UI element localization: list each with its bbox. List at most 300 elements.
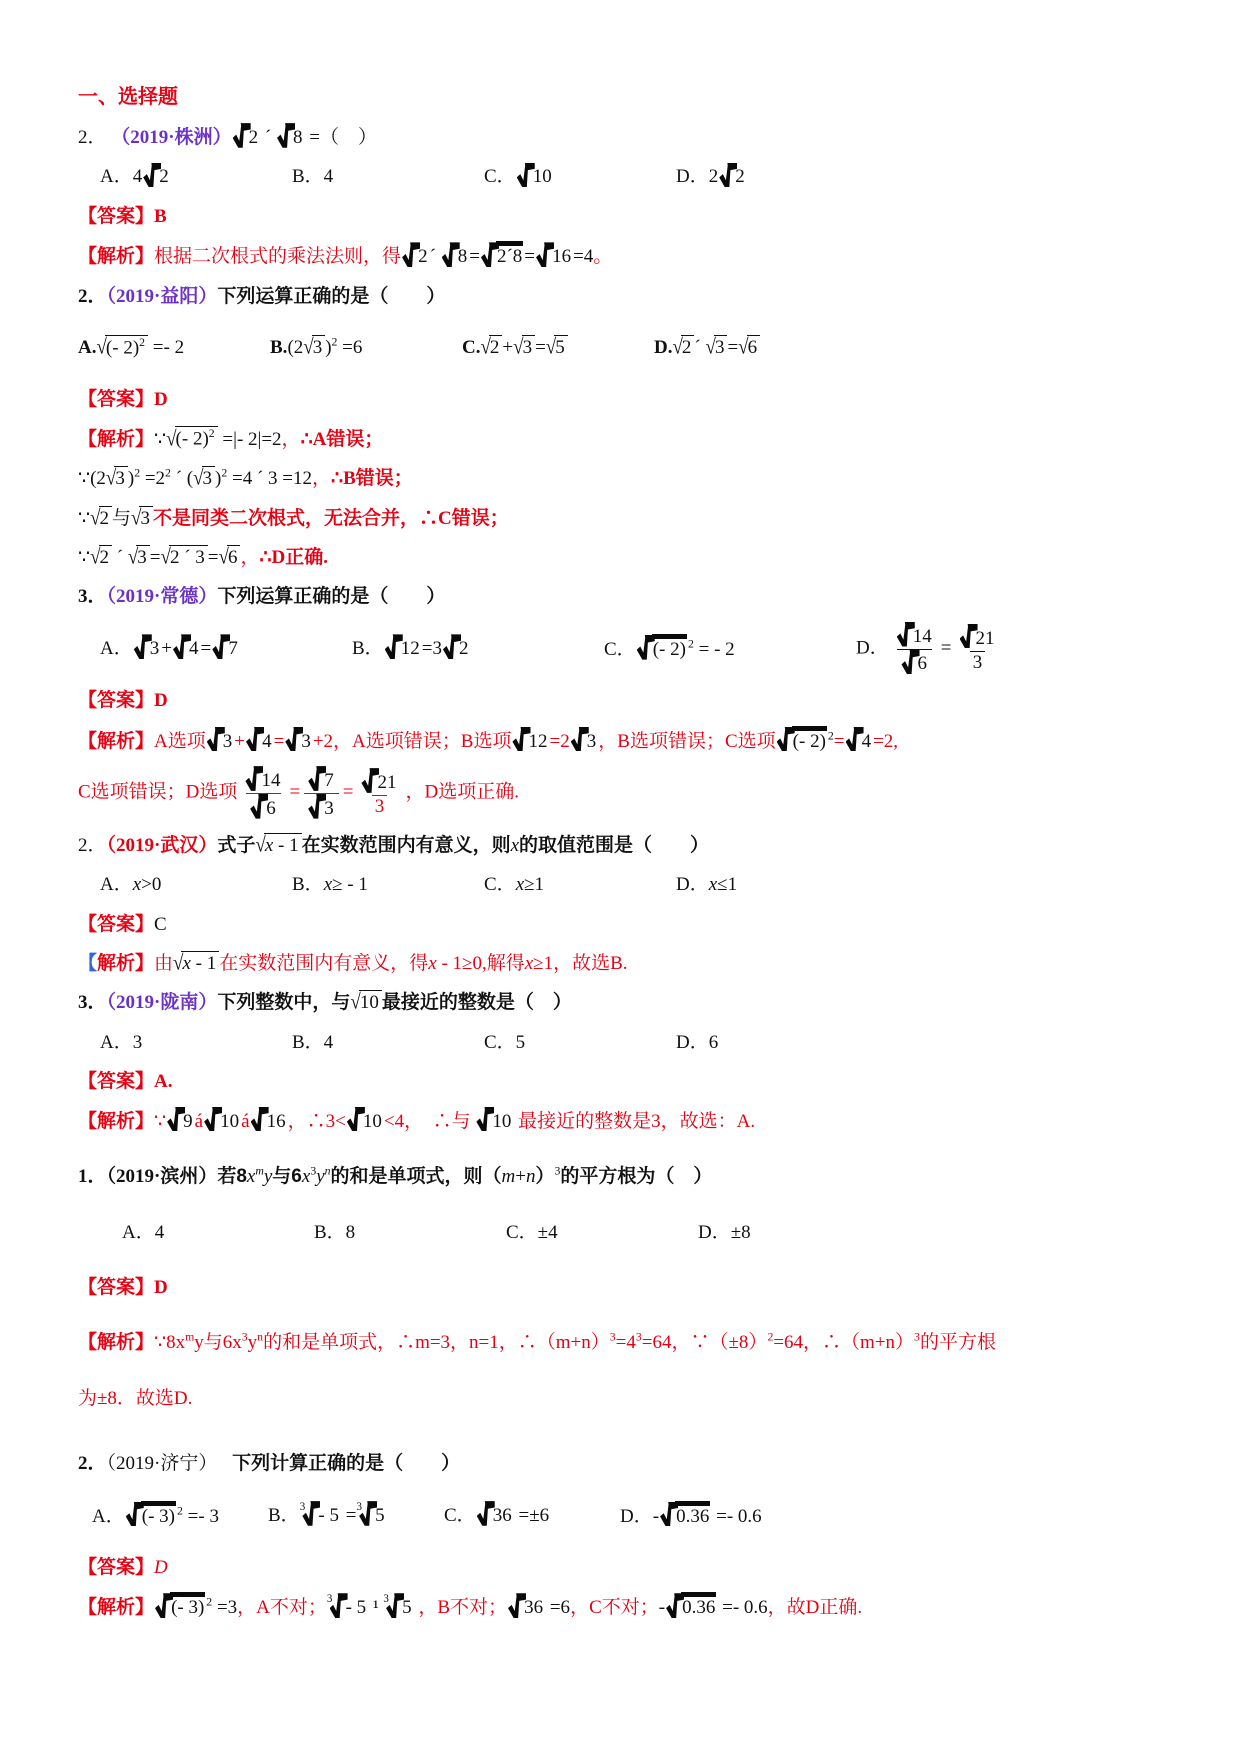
text-run: 3． — [78, 586, 107, 608]
corrupted-sqrt-expression — [246, 727, 273, 756]
radical-icon: √ — [303, 336, 314, 360]
text-run: 下列计算正确的是（ ） — [207, 1453, 461, 1475]
text-run: =2 — [549, 730, 570, 752]
sqrt-expression — [513, 333, 535, 362]
radicand-text: 8 — [293, 127, 303, 148]
superscript: 3 — [554, 1164, 561, 1178]
corrupted-sqrt-expression — [517, 162, 553, 191]
radicand-text: - 5 — [345, 1597, 367, 1619]
answer-line — [78, 686, 1183, 715]
question-stem — [78, 831, 1183, 860]
text-run: ∴A错误； — [300, 428, 384, 450]
text-run: 3 — [356, 1501, 362, 1514]
text-run: 【解析】 — [78, 730, 155, 752]
text-run: ) — [127, 468, 135, 490]
text-run: =（ ） — [304, 127, 377, 148]
answer-line — [78, 1273, 1183, 1302]
vinculum-content: 3 — [312, 335, 326, 360]
option — [292, 870, 484, 899]
text-run: D．±8 — [698, 1221, 751, 1243]
radicand-text: 6 — [266, 797, 276, 819]
superscript: 2 — [221, 466, 228, 480]
text-run: （2019·益阳） — [106, 285, 218, 307]
text-run: 的和是单项式，则（ — [330, 1166, 502, 1188]
radicand-text: - 5 — [318, 1505, 339, 1527]
text-run: 下列整数中，与 — [217, 992, 351, 1014]
corrupted-sqrt-expression — [173, 634, 200, 663]
radicand-text: 3 — [324, 797, 334, 819]
text-run: 最接近的整数是3，故选：A. — [513, 1110, 756, 1132]
text-run: ∴D正确. — [259, 546, 329, 568]
option — [78, 333, 270, 362]
text-run: C．5 — [484, 1031, 526, 1053]
corrupted-sqrt-expression — [143, 162, 170, 191]
text-run: = — [940, 637, 952, 659]
text-run: 与6 — [272, 1166, 302, 1188]
text-run: 【解析】 — [78, 1110, 155, 1132]
corrupted-sqrt-expression — [443, 634, 470, 663]
text-run: A．4 — [100, 166, 143, 188]
sqrt-expression — [96, 333, 148, 362]
vinculum-content: 2 ´ 3 — [169, 545, 208, 570]
fraction-denominator — [372, 795, 388, 819]
text-run: 为±8．故选D. — [78, 1387, 193, 1409]
text-run: ) — [325, 337, 332, 359]
radicand-text: 16 — [552, 246, 572, 268]
radicand-text: 14 — [912, 625, 932, 647]
text-run: 若8 — [217, 1166, 247, 1188]
text-run: D — [154, 1556, 168, 1578]
text-run: 【解析】 — [78, 246, 155, 268]
fraction-numerator — [241, 766, 285, 793]
text-run: = - 2 — [693, 638, 735, 660]
text-run: ´ — [260, 127, 276, 148]
superscript: 2 — [687, 637, 694, 651]
vinculum-content — [175, 426, 218, 451]
answer-line — [78, 1067, 1183, 1096]
superscript: 3 — [241, 1331, 248, 1345]
question-block — [78, 988, 1183, 1136]
corrupted-sqrt-expression — [536, 242, 572, 271]
text-run: 3 — [374, 795, 385, 817]
corrupted-sqrt-expression — [359, 1501, 386, 1530]
option — [100, 634, 352, 663]
radicand-text: 3 — [149, 638, 160, 660]
text-run: 由 — [154, 952, 174, 974]
text-run: = — [273, 730, 285, 752]
text-run: ¹ — [368, 1597, 384, 1619]
superscript: 2 — [177, 1504, 183, 1518]
text-run: + — [515, 1166, 526, 1188]
text-run: 不是同类二次根式，无法合并， — [152, 507, 419, 529]
radicand-text: 9 — [183, 1110, 193, 1132]
text-run: 【答案】A. — [78, 1071, 173, 1093]
text-run: ´ — [429, 246, 441, 268]
text-run: +2，A选项错误；B选项 — [312, 730, 512, 752]
superscript: 3 — [609, 1331, 616, 1345]
question-block — [78, 831, 1183, 979]
text-run: C选项错误；D选项 — [78, 781, 238, 803]
radicand-text: 6 — [917, 653, 928, 675]
corrupted-sqrt-expression — [212, 634, 239, 663]
text-run: 3 — [383, 1592, 389, 1605]
fraction-numerator — [956, 624, 1000, 651]
option — [100, 1028, 292, 1057]
question-stem — [78, 123, 1183, 152]
option — [92, 1501, 268, 1531]
corrupted-sqrt-expression — [245, 766, 281, 793]
text-run: = — [342, 781, 354, 803]
question-block — [78, 123, 1183, 272]
radical-icon: √ — [160, 545, 171, 570]
analysis-line — [78, 504, 1183, 533]
text-run: B． — [268, 1505, 300, 1527]
analysis-line — [78, 1328, 1183, 1357]
text-run: =±6 — [513, 1505, 550, 1527]
text-run: - 1 — [190, 952, 217, 974]
sqrt-expression — [128, 543, 150, 572]
sqrt-expression — [480, 333, 502, 362]
text-run: B． — [352, 638, 384, 660]
option — [620, 1501, 796, 1531]
text-run: 【答案】 — [78, 1556, 155, 1578]
radical-icon: √ — [96, 336, 107, 360]
text-run: =2 — [140, 468, 166, 490]
corrupted-sqrt-expression — [512, 727, 548, 756]
text-run: x — [246, 1166, 256, 1188]
vinculum-content — [181, 951, 219, 976]
text-run: C. — [462, 337, 481, 359]
text-run: ≥ - 1 — [332, 874, 368, 896]
text-run: =- 3 — [182, 1505, 219, 1527]
vinculum-content: 3 — [714, 335, 728, 360]
radicand-text: 2 — [735, 166, 745, 188]
text-run: ´ — [112, 546, 128, 568]
text-run: = — [289, 781, 301, 803]
corrupted-sqrt-expression — [277, 123, 304, 152]
text-run: 【答案】D — [78, 690, 168, 712]
text-run: C． — [604, 638, 636, 660]
text-run: A． — [100, 638, 133, 660]
text-run: ，B选项错误；C选项 — [598, 730, 776, 752]
radicand-text: 4 — [861, 730, 872, 752]
text-run: ， — [281, 428, 301, 450]
radical-icon: √ — [255, 833, 266, 857]
text-run: ∵ — [78, 546, 91, 568]
text-run: C．±4 — [506, 1221, 558, 1243]
text-run: C． — [484, 874, 516, 896]
vinculum-content: 3 — [114, 466, 128, 491]
text-run: >0 — [141, 874, 162, 896]
text-run: 根据二次根式的乘法法则，得 — [154, 246, 402, 268]
text-run: 的取值范围是（ ） — [519, 834, 710, 856]
analysis-line — [78, 1107, 1183, 1136]
radical-icon: √ — [705, 336, 716, 360]
corrupted-sqrt-expression — [719, 162, 746, 191]
sqrt-expression — [131, 504, 153, 533]
text-run: C — [154, 913, 167, 935]
radicand-text: 16 — [266, 1110, 286, 1132]
radical-icon: √ — [672, 336, 683, 360]
question-stem — [78, 1162, 1183, 1191]
text-run: = — [833, 730, 845, 752]
text-run: （2019·株洲） — [111, 127, 232, 148]
vinculum-content — [264, 833, 302, 858]
text-run: B．4 — [292, 1031, 334, 1053]
analysis-line — [78, 241, 1183, 271]
text-run: （2019·常德） — [106, 586, 218, 608]
text-run: =3 — [421, 638, 442, 660]
corrupted-sqrt-expression — [126, 1501, 176, 1531]
superscript: 2 — [208, 427, 215, 441]
corrupted-sqrt-expression — [330, 1593, 368, 1622]
corrupted-sqrt-expression — [385, 634, 421, 663]
text-run: - 1≥0,解得 — [436, 952, 525, 974]
text-run: 【解析】 — [78, 428, 155, 450]
corrupted-sqrt-expression — [508, 1593, 544, 1622]
superscript: 2 — [767, 1331, 774, 1345]
superscript: 2 — [827, 729, 834, 743]
text-run: y与6x — [194, 1332, 242, 1354]
text-run: ´ — [694, 337, 706, 359]
text-run: 2． — [78, 127, 112, 148]
answer-line — [78, 385, 1183, 414]
text-run: ，A不对； — [237, 1597, 327, 1619]
text-run: y — [263, 1166, 273, 1188]
superscript: n — [257, 1331, 264, 1345]
text-run: = — [207, 546, 219, 568]
text-run: （2019·武汉） — [106, 834, 218, 856]
option — [484, 870, 676, 899]
text-run: ∴C错误； — [419, 507, 509, 529]
text-run: ，故D正确. — [767, 1597, 863, 1619]
superscript: 2 — [206, 1595, 213, 1609]
fraction-numerator — [304, 766, 339, 793]
text-run: + — [161, 638, 172, 660]
text-run: 的和是单项式，∴m=3，n=1，∴（m+n） — [263, 1332, 610, 1354]
text-run: D. — [654, 337, 673, 359]
text-run: = — [727, 337, 739, 359]
corrupted-sqrt-expression — [285, 727, 312, 756]
text-run: C． — [484, 166, 516, 188]
text-run: 3． — [78, 992, 107, 1014]
superscript: 3 — [914, 1331, 920, 1345]
text-run: x — [301, 1166, 311, 1188]
option — [484, 1028, 676, 1057]
text-run: =- 0.6 — [711, 1505, 762, 1527]
text-run: 2． — [78, 834, 107, 856]
corrupted-sqrt-expression — [134, 634, 161, 663]
text-run: 【解析】 — [78, 1332, 155, 1354]
options-row — [78, 622, 1183, 676]
vinculum-content: 10 — [359, 990, 382, 1015]
vinculum-content: 6 — [747, 335, 761, 360]
vinculum-content: 3 — [202, 466, 216, 491]
radicand-text: 14 — [261, 770, 281, 792]
text-run: x — [428, 952, 437, 974]
text-run: （2019·陇南） — [106, 992, 218, 1014]
corrupted-sqrt-expression — [347, 1107, 383, 1136]
text-run: x — [132, 874, 142, 896]
corrupted-sqrt-expression — [361, 768, 397, 795]
corrupted-sqrt-expression — [250, 794, 277, 821]
radical-icon: √ — [738, 336, 749, 360]
corrupted-sqrt-expression — [660, 1501, 710, 1531]
radical-icon: √ — [90, 545, 101, 570]
text-run: ， — [240, 546, 260, 568]
options-row — [100, 1218, 1183, 1247]
vinculum-content: 5 — [554, 335, 568, 360]
vinculum-content: 2 — [99, 545, 113, 570]
radicand-text: 36 — [524, 1597, 544, 1619]
text-run: 的平方根为（ ） — [560, 1166, 713, 1188]
text-run: ≤1 — [717, 874, 738, 896]
text-run: x — [264, 834, 274, 856]
text-run: ´ ( — [170, 468, 194, 490]
fraction-denominator — [970, 651, 986, 675]
text-run: =- 0.6 — [717, 1597, 768, 1619]
text-run: =6 — [337, 337, 363, 359]
analysis-line — [78, 425, 1183, 454]
text-run: + — [234, 730, 246, 752]
text-run: =4 ´ 3 =12 — [227, 468, 313, 490]
text-run: B．8 — [314, 1221, 356, 1243]
analysis-line — [78, 726, 1183, 756]
text-run: = — [535, 337, 546, 359]
text-run: =- 2 — [148, 337, 185, 359]
corrupted-sqrt-expression — [251, 1107, 287, 1136]
radicand-text: 12 — [400, 638, 420, 660]
question-stem — [78, 582, 1183, 611]
vinculum-content: 2 — [99, 506, 113, 531]
text-run: D．- — [620, 1505, 660, 1527]
text-run: A．4 — [122, 1221, 165, 1243]
radicand-text: (- 2) — [652, 634, 687, 661]
text-run: （2019·济宁） — [106, 1453, 208, 1475]
radicand-text: 10 — [532, 166, 552, 188]
radicand-text: 12 — [528, 730, 548, 752]
radical-icon: √ — [105, 466, 117, 491]
radical-icon: √ — [193, 466, 204, 491]
fraction — [956, 624, 1000, 675]
corrupted-sqrt-expression — [476, 1107, 512, 1136]
vinculum-content: 3 — [522, 335, 536, 360]
corrupted-sqrt-expression — [308, 794, 335, 821]
corrupted-sqrt-expression — [233, 123, 260, 152]
option — [676, 1028, 868, 1057]
text-run: =4 — [573, 246, 594, 268]
radicand-text: 2 — [248, 127, 259, 148]
analysis-line — [78, 464, 1183, 493]
sqrt-expression — [303, 333, 325, 362]
text-run: x — [524, 952, 534, 974]
text-run: 2． — [78, 1453, 107, 1475]
radicand-text: 0.36 — [681, 1592, 716, 1619]
text-run: ，D选项正确. — [405, 781, 519, 803]
superscript: 2 — [134, 466, 141, 480]
text-run: =3 — [212, 1597, 238, 1619]
text-run: ∵8x — [154, 1332, 186, 1354]
superscript: 3 — [635, 1331, 642, 1345]
radical-icon: √ — [513, 336, 524, 360]
radicand-text: 0.36 — [675, 1501, 710, 1528]
radicand-text: 36 — [492, 1505, 512, 1527]
radical-icon: √ — [480, 336, 491, 360]
text-run: 【答案】B — [78, 205, 167, 227]
radicand-text: 7 — [228, 638, 238, 660]
text-run: =|- 2|=2 — [217, 428, 282, 450]
text-run: =64，∵（±8） — [641, 1332, 768, 1354]
text-run: y — [247, 1332, 258, 1354]
corrupted-sqrt-expression — [960, 624, 996, 651]
corrupted-sqrt-expression — [155, 1592, 205, 1622]
text-run: =64，∴（m+n） — [773, 1332, 915, 1354]
text-run: D．6 — [676, 1031, 719, 1053]
radicand-text: 10 — [220, 1110, 240, 1132]
option — [462, 333, 654, 362]
text-run: ≥1，故选B. — [533, 952, 628, 974]
corrupted-sqrt-expression — [299, 1501, 340, 1530]
vinculum-content — [105, 335, 148, 360]
text-run: 3 — [326, 1592, 333, 1605]
sqrt-expression — [546, 333, 568, 362]
text-run: 在实数范围内有意义，得 — [219, 952, 429, 974]
corrupted-sqrt-expression — [386, 1593, 413, 1622]
text-run: (2 — [287, 337, 304, 359]
text-run: <4， ∴与 — [383, 1110, 476, 1132]
text-run: x — [510, 834, 520, 856]
radicand-text: 4 — [189, 638, 199, 660]
options-row — [78, 162, 1183, 191]
option — [122, 1218, 314, 1247]
option — [268, 1501, 444, 1530]
superscript: m — [255, 1164, 264, 1178]
text-run: ∵(2 — [78, 468, 106, 490]
sqrt-expression — [255, 831, 301, 860]
corrupted-sqrt-expression — [167, 1107, 194, 1136]
question-block — [78, 282, 1183, 573]
text-run: ≥1 — [524, 874, 545, 896]
sqrt-expression — [106, 464, 128, 493]
text-run: 式子 — [217, 834, 256, 856]
sqrt-expression — [672, 333, 694, 362]
superscript: 2 — [139, 336, 146, 350]
question-stem — [78, 282, 1183, 311]
radical-icon: √ — [173, 951, 184, 976]
sqrt-expression — [173, 949, 219, 978]
corrupted-sqrt-expression — [481, 241, 523, 271]
radicand-text: 5 — [402, 1597, 412, 1619]
text-run: x — [708, 874, 718, 896]
radicand-text: 8 — [457, 246, 468, 268]
superscript: m — [185, 1331, 195, 1345]
text-run: D． — [676, 874, 709, 896]
radicand-text: 5 — [375, 1505, 385, 1527]
text-run: ∵ — [154, 428, 167, 450]
text-run: 3 — [299, 1501, 306, 1514]
radicand-text: 2´8 — [496, 241, 523, 268]
sqrt-expression — [738, 333, 760, 362]
radicand-text: 21 — [377, 772, 397, 794]
text-run: A. — [78, 337, 97, 359]
text-run: =4 — [615, 1332, 636, 1354]
radicand-text: 10 — [362, 1110, 382, 1132]
sqrt-expression — [161, 543, 208, 572]
question-stem — [78, 988, 1183, 1017]
option — [292, 162, 484, 191]
options-row — [78, 1028, 1183, 1057]
sqrt-expression — [90, 543, 112, 572]
